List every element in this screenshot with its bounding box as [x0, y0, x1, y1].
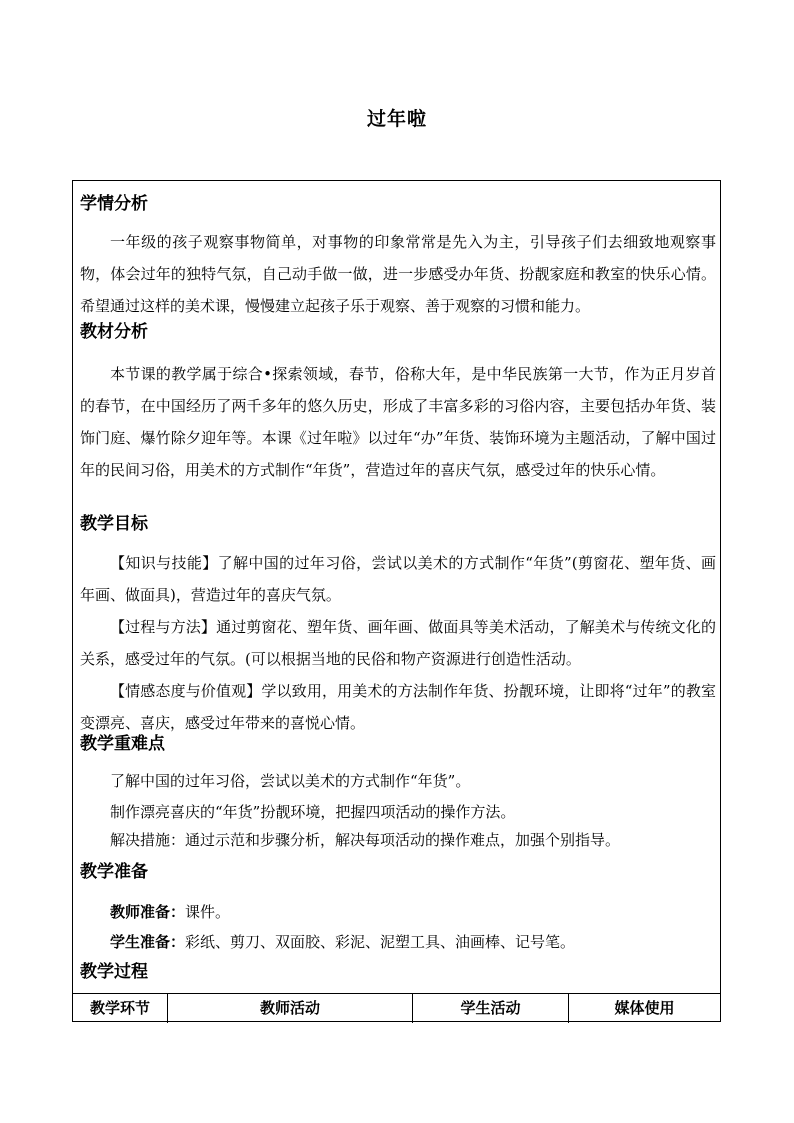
- paragraph-learning-analysis: 一年级的孩子观察事物简单，对事物的印象常常是先入为主，引导孩子们去细致地观察事物，体会过年的独特气氛，自己动手做一做，进一步感受办年货、扮靓家庭和教室的快乐心情。希望通过这样的美术课，慢慢建立起孩子乐于观察、善于观察的习惯和能力。: [80, 233, 716, 315]
- heading-key-points: 教学重难点: [80, 734, 165, 754]
- keypoint-line-3: 解决措施：通过示范和步骤分析，解决每项活动的操作难点，加强个别指导。: [110, 831, 621, 849]
- heading-textbook-analysis: 教材分析: [80, 322, 148, 342]
- paragraph-goal-knowledge: 【知识与技能】了解中国的过年习俗，尝试以美术的方式制作“年货”(剪窗花、塑年货、画年画、做面具)，营造过年的喜庆气氛。: [80, 554, 716, 604]
- paragraph-goal-process: 【过程与方法】通过剪窗花、塑年货、画年画、做面具等美术活动，了解美术与传统文化的关系，感受过年的气氛。(可以根据当地的民俗和物产资源进行创造性活动。: [80, 618, 716, 668]
- prep-teacher: [110, 901, 230, 923]
- prep-student-label: 学生准备：: [110, 933, 186, 951]
- paragraph-textbook-analysis: 本节课的教学属于综合•探索领域，春节，俗称大年，是中华民族第一大节，作为正月岁首的春节，在中国经历了两千多年的悠久历史，形成了丰富多彩的习俗内容，主要包括办年货、装饰门庭、爆竹除夕迎年等。本课《过年啦》以过年“办”年货、装饰环境为主题活动，了解中国过年的民间习俗，用美术的方式制作“年货”，营造过年的喜庆气氛，感受过年的快乐心情。: [80, 365, 716, 479]
- paragraph-goal-emotion: 【情感态度与价值观】学以致用，用美术的方法制作年货、扮靓环境，让即将“过年”的教室变漂亮、喜庆，感受过年带来的喜悦心情。: [80, 682, 716, 732]
- prep-teacher-value: 课件。: [185, 903, 231, 921]
- column-header-student-activity: 学生活动: [413, 994, 569, 1023]
- process-table-header: [73, 993, 720, 1023]
- column-header-stage: 教学环节: [73, 994, 168, 1023]
- heading-teaching-goals: 教学目标: [80, 514, 148, 534]
- heading-teaching-process: 教学过程: [80, 962, 148, 982]
- lesson-plan-frame: [72, 180, 721, 1022]
- heading-preparation: 教学准备: [80, 862, 148, 882]
- keypoint-line-2: 制作漂亮喜庆的“年货”扮靓环境，把握四项活动的操作方法。: [110, 803, 516, 821]
- prep-teacher-label: 教师准备：: [110, 903, 186, 921]
- page-title: 过年啦: [366, 108, 427, 130]
- prep-student: [110, 931, 575, 953]
- keypoint-line-1: 了解中国的过年习俗，尝试以美术的方式制作“年货”。: [110, 772, 471, 790]
- column-header-teacher-activity: 教师活动: [168, 994, 413, 1023]
- column-header-media: 媒体使用: [614, 999, 675, 1017]
- prep-student-value: 彩纸、剪刀、双面胶、彩泥、泥塑工具、油画棒、记号笔。: [185, 933, 576, 951]
- heading-learning-analysis: 学情分析: [80, 194, 148, 214]
